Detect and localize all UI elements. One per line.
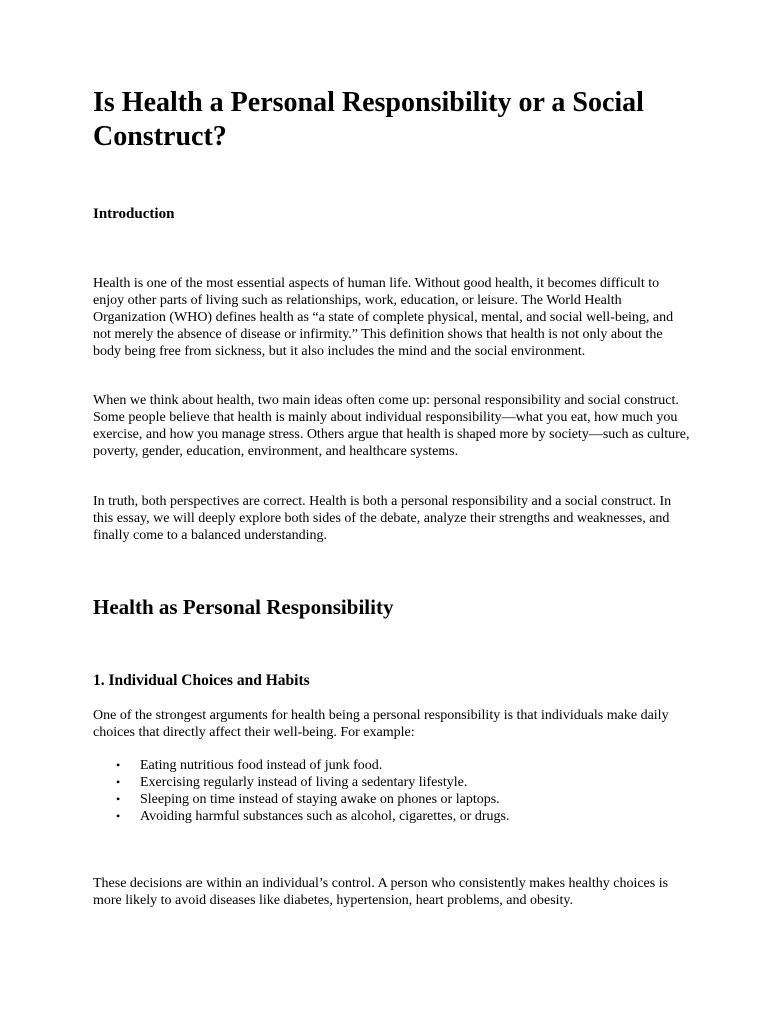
subsection-closing-paragraph: These decisions are within an individual’s control. A person who consistently makes healthy choices is more likely to avoid diseases like diabetes, hypertension, heart problems, and obesity. xyxy=(93,876,669,908)
introduction-heading: Introduction xyxy=(93,206,175,222)
intro-paragraph-2: When we think about health, two main ideas often come up: personal responsibility and social construct. Some people believe that health is mainly about individual responsibility—what you eat, how much you exercise, and how you manage stress. Others argue that health is shaped more by society—such as culture, poverty, gender, education, environment, and healthcare systems. xyxy=(93,393,690,459)
list-item-text: Sleeping on time instead of staying awake on phones or laptops. xyxy=(140,792,500,807)
list-item xyxy=(93,774,693,791)
subsection-heading-individual-choices: 1. Individual Choices and Habits xyxy=(93,672,310,689)
bullet-icon: • xyxy=(116,775,121,789)
bullet-icon: • xyxy=(116,792,121,806)
list-item xyxy=(93,808,693,825)
section-heading-personal-responsibility: Health as Personal Responsibility xyxy=(93,595,394,619)
bullet-icon: • xyxy=(116,809,121,823)
list-item-text: Avoiding harmful substances such as alcohol, cigarettes, or drugs. xyxy=(140,809,510,824)
list-item-text: Exercising regularly instead of living a sedentary lifestyle. xyxy=(140,775,468,790)
list-item xyxy=(93,791,693,808)
document-title: Is Health a Personal Responsibility or a Social Construct? xyxy=(93,87,644,152)
list-item-text: Eating nutritious food instead of junk food. xyxy=(140,758,383,773)
intro-paragraph-1: Health is one of the most essential aspects of human life. Without good health, it becomes difficult to enjoy other parts of living such as relationships, work, education, or leisure. The World Health Organization (WHO) defines health as “a state of complete physical, mental, and social well-being, and not merely the absence of disease or infirmity.” This definition shows that health is not only about the body being free from sickness, but it also includes the mind and the social environment. xyxy=(93,276,674,359)
intro-paragraph-3: In truth, both perspectives are correct. Health is both a personal responsibility and a social construct. In this essay, we will deeply explore both sides of the debate, analyze their strengths and weaknesses, and finally come to a balanced understanding. xyxy=(93,494,672,543)
subsection-intro-paragraph: One of the strongest arguments for health being a personal responsibility is that individuals make daily choices that directly affect their well-being. For example: xyxy=(93,708,669,740)
habits-list xyxy=(93,757,693,825)
bullet-icon: • xyxy=(116,758,121,772)
list-item xyxy=(93,757,693,774)
